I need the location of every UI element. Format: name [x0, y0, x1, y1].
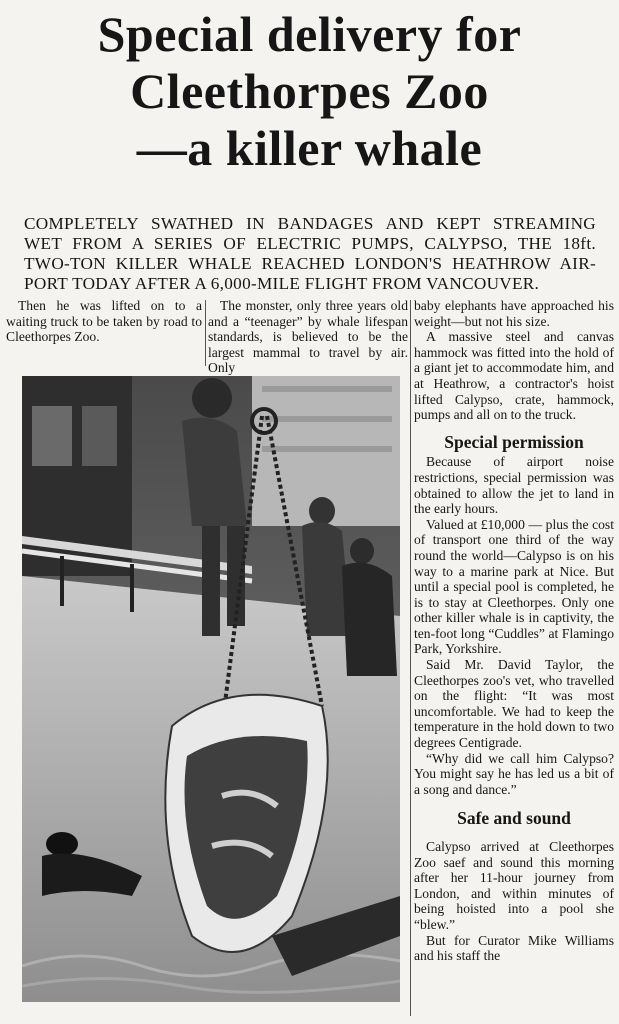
column-3-paragraph: “Why did we call him Calypso? You might say he has led us a bit of a song and dance.” [414, 750, 614, 797]
subhead-safe-and-sound: Safe and sound [457, 808, 571, 829]
column-3-paragraph: But for Curator Mike Williams and his staff the [414, 932, 614, 964]
standfirst-line: TWO-TON KILLER WHALE REACHED LONDON'S HEATHROW AIR- [24, 254, 596, 273]
column-3-paragraph: Calypso arrived at Cleethorpes Zoo saef and sound this morning after her 11-hour journey from London, and within minutes of being hoisted into a pool she “blew.” [414, 839, 614, 932]
column-3-paragraph: baby elephants have approached his weight—but not his size. [414, 298, 614, 329]
headline [0, 6, 619, 177]
column-divider [205, 300, 206, 366]
headline-line-1: Special delivery for [97, 6, 522, 62]
column-3-paragraph: A massive steel and canvas hammock was fitted into the hold of a giant jet to accommodate him, and at Heathrow, a contractor's hoist lifted Calypso, crate, hammock, pumps and all on to the truck. [414, 329, 614, 423]
standfirst [24, 214, 596, 294]
standfirst-line: COMPLETELY SWATHED IN BANDAGES AND KEPT STREAMING [24, 214, 596, 233]
column-1-text: Then he was lifted on to a waiting truck to be taken by road to Cleethorpes Zoo. [6, 298, 202, 345]
news-photo-whale-hoist [22, 376, 400, 1002]
column-2-text: The monster, only three years old and a “teenager” by whale lifespan standards, is believed to be the largest mammal to travel by air. Only [208, 298, 408, 376]
column-divider [410, 300, 411, 1016]
headline-line-3: —a killer whale [136, 120, 483, 176]
column-3-paragraph: Valued at £10,000 — plus the cost of transport one third of the way round the world—Calypso is on his way to a marine park at Nice. But until a special pool is completed, he is to stay at Cleethorpes. Only one other killer whale is in captivity, the ten-foot long “Cuddles” at Flamingo Park, Yorkshire. [414, 516, 614, 657]
standfirst-line: PORT TODAY AFTER A 6,000-MILE FLIGHT FROM VANCOUVER. [24, 274, 540, 293]
subhead-special-permission: Special permission [444, 431, 584, 452]
headline-line-2: Cleethorpes Zoo [130, 63, 489, 119]
column-3-paragraph: Said Mr. David Taylor, the Cleethorpes zoo's vet, who travelled on the flight: “It was most uncomfortable. We had to keep the temperature in the hold down to two degrees Centigrade. [414, 657, 614, 751]
column-2 [208, 298, 408, 376]
column-1 [6, 298, 202, 345]
column-3 [414, 298, 614, 964]
column-3-paragraph: Because of airport noise restrictions, special permission was obtained to allow the jet to land in the early hours. [414, 454, 614, 517]
standfirst-line: WET FROM A SERIES OF ELECTRIC PUMPS, CALYPSO, THE 18ft. [24, 234, 596, 253]
